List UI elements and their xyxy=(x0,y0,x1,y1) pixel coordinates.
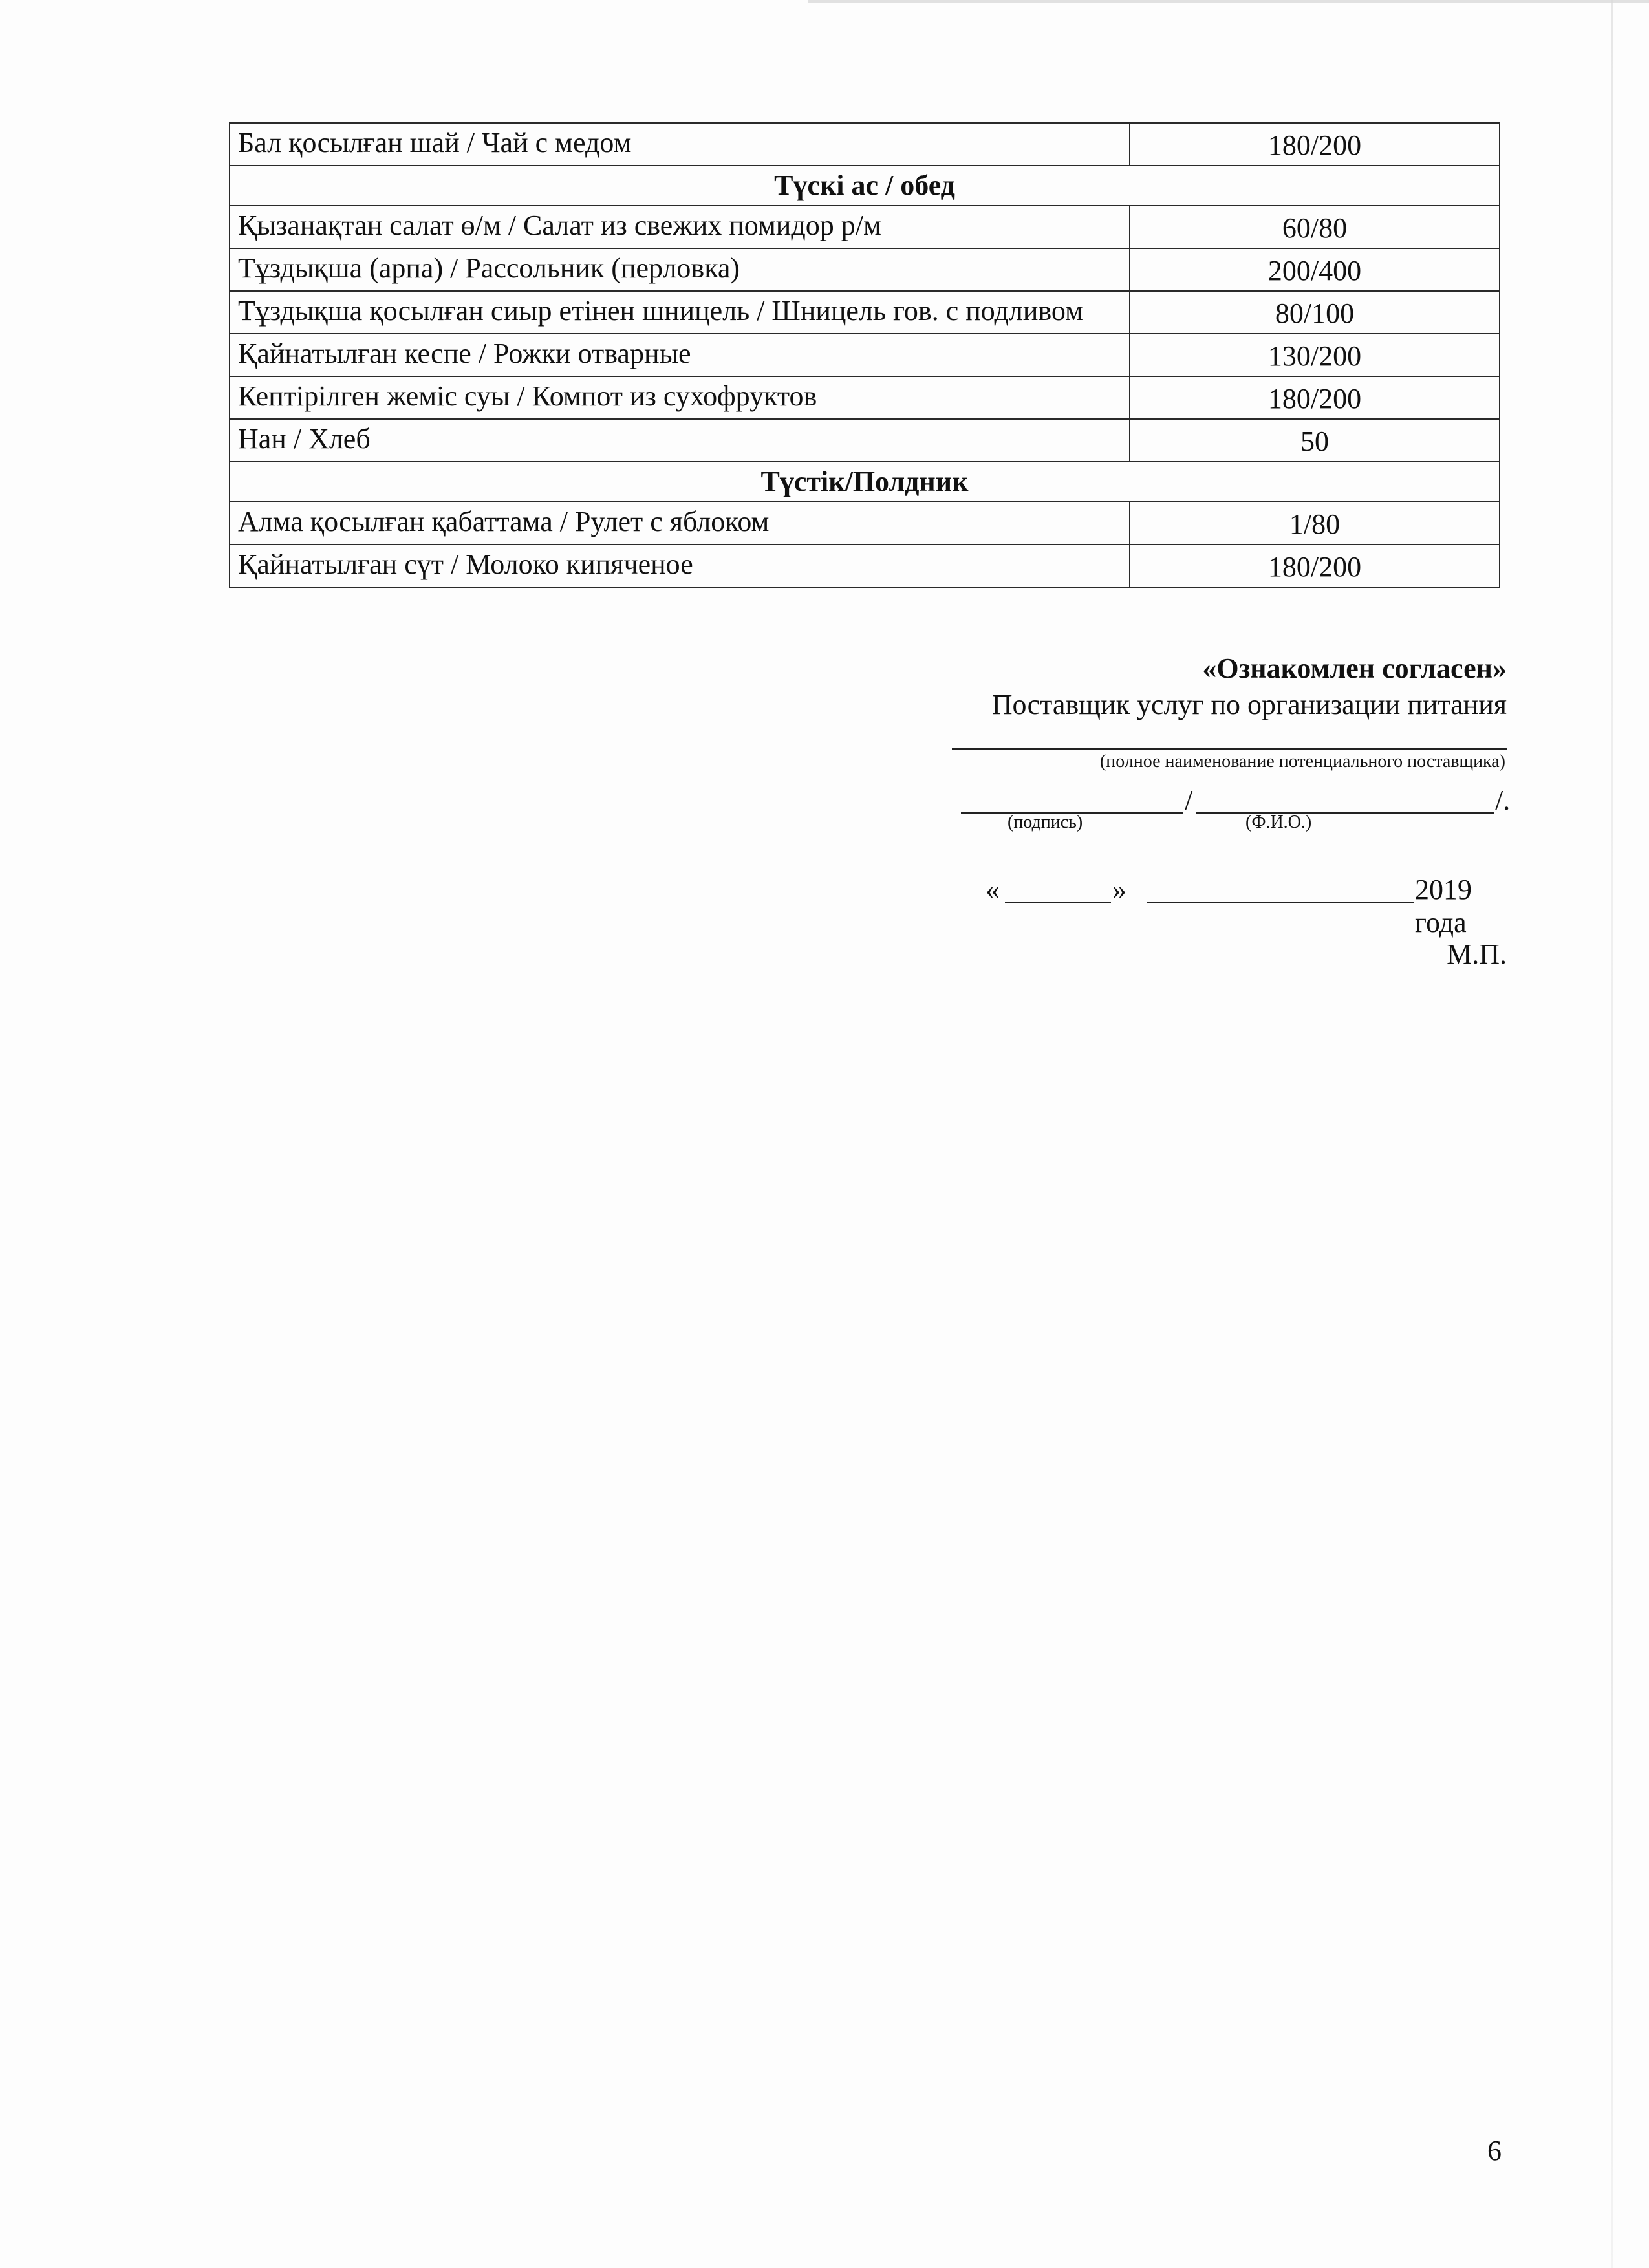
menu-item-row xyxy=(230,248,1500,291)
menu-dish-name: Тұздықша қосылған сиыр етінен шницель / Шницель гов. с подливом xyxy=(230,291,1130,334)
menu-section-title: Түскі ас / обед xyxy=(230,166,1500,206)
menu-dish-name: Қайнатылған сүт / Молоко кипяченое xyxy=(230,545,1130,587)
menu-dish-name: Кептірілген жеміс суы / Компот из сухофруктов xyxy=(230,376,1130,419)
acknowledgement-title: «Ознакомлен согласен» xyxy=(1202,653,1507,684)
menu-portion: 180/200 xyxy=(1130,545,1500,587)
scan-artifact-edge xyxy=(1611,0,1613,2268)
menu-item-row xyxy=(230,291,1500,334)
menu-section-row xyxy=(230,462,1500,502)
stamp-place-label: М.П. xyxy=(1447,938,1507,970)
page-number: 6 xyxy=(1487,2135,1502,2166)
menu-dish-name: Тұздықша (арпа) / Рассольник (перловка) xyxy=(230,248,1130,291)
signature-separator: / xyxy=(1185,784,1193,816)
menu-portion: 50 xyxy=(1130,419,1500,462)
supplier-name-line xyxy=(952,748,1507,750)
date-quote-close: » xyxy=(1112,874,1126,905)
menu-item-row xyxy=(230,419,1500,462)
menu-item-row xyxy=(230,206,1500,248)
date-month-line xyxy=(1147,902,1414,903)
signature-end: /. xyxy=(1495,784,1511,816)
menu-portion: 1/80 xyxy=(1130,502,1500,545)
menu-item-row xyxy=(230,123,1500,166)
menu-item-row xyxy=(230,502,1500,545)
scan-artifact-top xyxy=(808,0,1649,3)
fio-line xyxy=(1196,812,1494,814)
menu-portion: 130/200 xyxy=(1130,334,1500,376)
supplier-label: Поставщик услуг по организации питания xyxy=(991,689,1507,720)
date-quote-open: « xyxy=(986,874,1000,905)
menu-item-row xyxy=(230,545,1500,587)
supplier-name-caption: (полное наименование потенциального поставщика) xyxy=(1099,751,1505,772)
menu-dish-name: Алма қосылған қабаттама / Рулет с яблоком xyxy=(230,502,1130,545)
menu-portion: 200/400 xyxy=(1130,248,1500,291)
signature-row xyxy=(961,784,1511,816)
menu-table-body xyxy=(230,123,1500,587)
fio-caption: (Ф.И.О.) xyxy=(1245,812,1312,832)
menu-portion: 60/80 xyxy=(1130,206,1500,248)
menu-dish-name: Қайнатылған кеспе / Рожки отварные xyxy=(230,334,1130,376)
menu-item-row xyxy=(230,376,1500,419)
signature-caption: (подпись) xyxy=(1008,812,1083,832)
menu-table xyxy=(229,122,1500,588)
menu-dish-name: Бал қосылған шай / Чай с медом xyxy=(230,123,1130,166)
menu-portion: 180/200 xyxy=(1130,376,1500,419)
menu-portion: 80/100 xyxy=(1130,291,1500,334)
menu-item-row xyxy=(230,334,1500,376)
date-day-line xyxy=(1005,902,1111,903)
menu-dish-name: Қызанақтан салат ө/м / Салат из свежих помидор р/м xyxy=(230,206,1130,248)
date-year: 2019 года xyxy=(1415,874,1472,938)
menu-section-row xyxy=(230,166,1500,206)
menu-dish-name: Нан / Хлеб xyxy=(230,419,1130,462)
menu-portion: 180/200 xyxy=(1130,123,1500,166)
menu-section-title: Түстік/Полдник xyxy=(230,462,1500,502)
date-row xyxy=(986,873,1507,938)
